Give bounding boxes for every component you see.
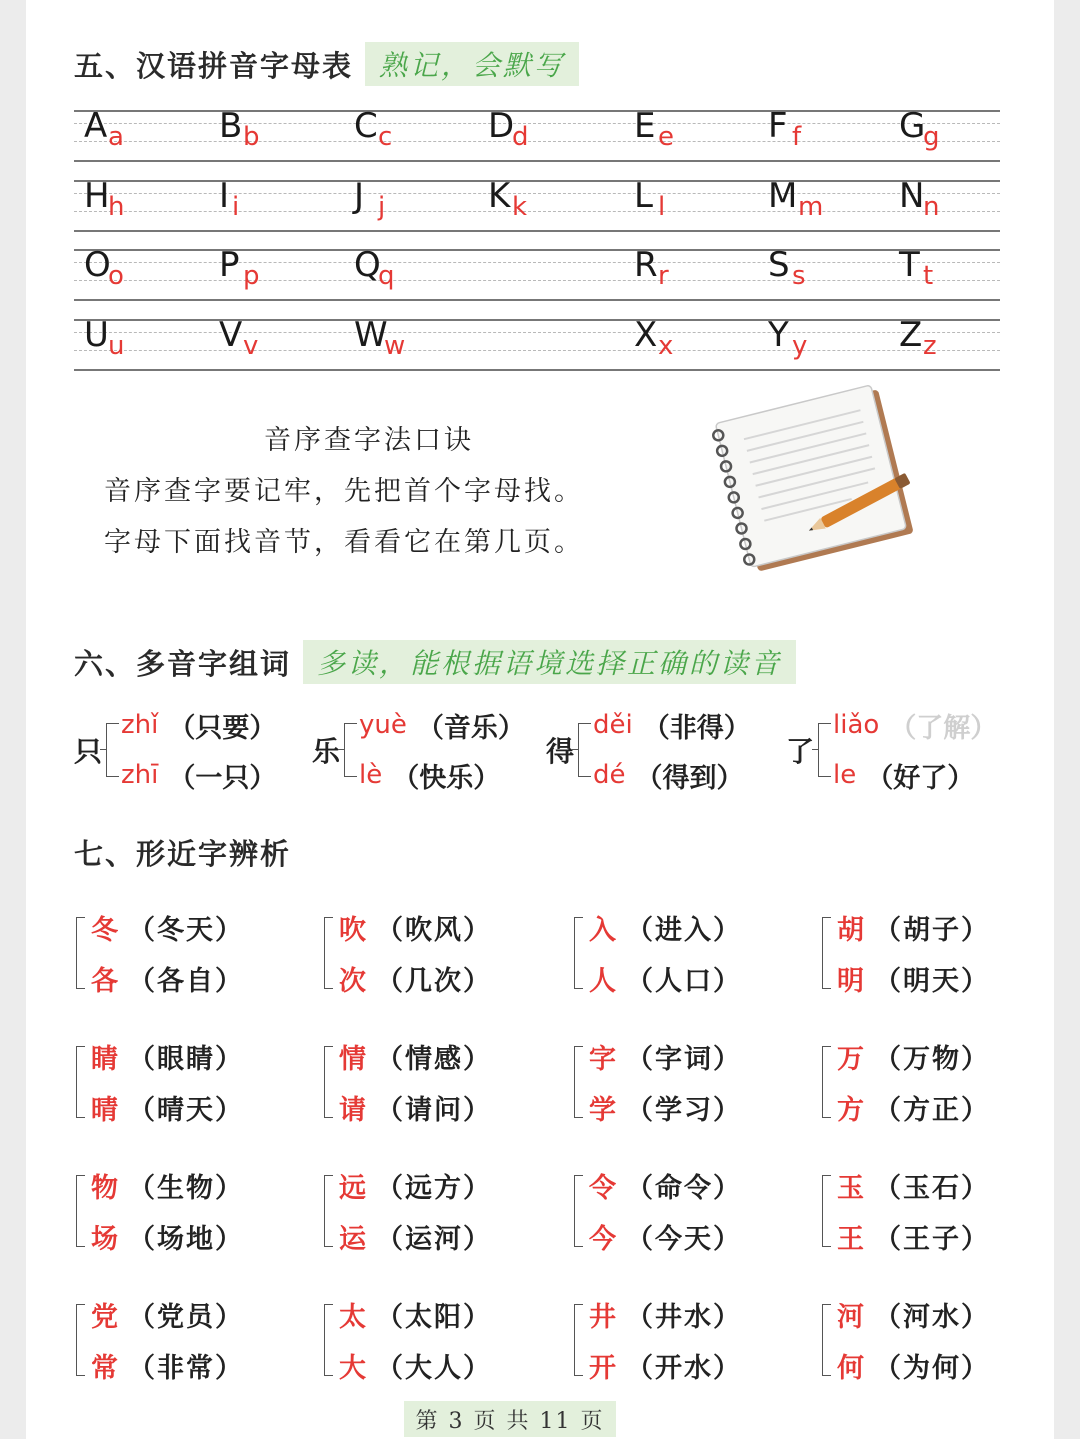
similar-char-group: [574, 902, 742, 1004]
similar-char-item: [339, 1340, 492, 1391]
lowercase-letter: c: [378, 122, 393, 152]
uppercase-letter: D: [488, 106, 515, 146]
similar-char-item: [339, 1031, 492, 1082]
example-word: （开水）: [626, 1353, 742, 1384]
lowercase-letter: y: [792, 331, 808, 361]
alphabet-row: [74, 106, 1000, 162]
reading-item: [593, 700, 751, 750]
target-char: 河: [837, 1302, 866, 1333]
pinyin: lè: [359, 760, 383, 790]
target-char: 情: [339, 1044, 368, 1075]
target-char: 字: [589, 1044, 618, 1075]
target-char: 党: [91, 1302, 120, 1333]
mnemonic-line1: 音序查字要记牢，先把首个字母找。: [104, 476, 584, 507]
pinyin: zhī: [121, 760, 159, 790]
similar-char-item: [91, 1340, 244, 1391]
example-word: （了解）: [889, 712, 998, 744]
similar-char-group: [324, 1289, 492, 1391]
target-char: 次: [339, 966, 368, 997]
similar-char-item: [837, 1031, 990, 1082]
reading-item: [833, 700, 997, 750]
example-word: （人口）: [626, 966, 742, 997]
similar-char-group: [76, 1031, 244, 1133]
lowercase-letter: m: [798, 192, 824, 222]
lowercase-letter: r: [658, 261, 669, 291]
target-char: 今: [589, 1224, 618, 1255]
mnemonic-line2: 字母下面找音节，看看它在第几页。: [104, 527, 584, 558]
uppercase-letter: N: [899, 176, 925, 216]
similar-char-group: [574, 1031, 742, 1133]
similar-char-group: [76, 1289, 244, 1391]
target-char: 学: [589, 1095, 618, 1126]
similar-char-group: [76, 1160, 244, 1262]
example-word: （晴天）: [128, 1095, 244, 1126]
similar-char-item: [339, 902, 492, 953]
lowercase-letter: x: [658, 331, 674, 361]
similar-char-group: [822, 1160, 990, 1262]
lowercase-letter: j: [378, 192, 386, 222]
example-word: （几次）: [376, 966, 492, 997]
mnemonic-title: 音序查字法口诀: [264, 425, 474, 456]
similar-char-item: [589, 953, 742, 1004]
lowercase-letter: n: [923, 192, 940, 222]
example-word: （胡子）: [874, 915, 990, 946]
uppercase-letter: W: [354, 315, 388, 355]
similar-char-item: [91, 1211, 244, 1262]
similar-char-item: [589, 1031, 742, 1082]
target-char: 场: [91, 1224, 120, 1255]
lowercase-letter: b: [243, 122, 260, 152]
similar-char-group: [822, 1289, 990, 1391]
similar-char-item: [589, 1340, 742, 1391]
example-word: （运河）: [376, 1224, 492, 1255]
bracket: [822, 1304, 831, 1376]
section6-heading: [74, 640, 796, 684]
lowercase-letter: v: [243, 331, 259, 361]
example-word: （为何）: [874, 1353, 990, 1384]
target-char: 物: [91, 1173, 120, 1204]
left-margin: [0, 0, 26, 1439]
target-char: 各: [91, 966, 120, 997]
example-word: （各自）: [128, 966, 244, 997]
uppercase-letter: K: [488, 176, 511, 216]
alphabet-row: [74, 245, 1000, 301]
pinyin: liǎo: [833, 710, 880, 740]
example-word: （快乐）: [392, 762, 501, 794]
lowercase-letter: a: [108, 122, 124, 152]
polyphonic-char: 得: [546, 735, 575, 768]
uppercase-letter: E: [634, 106, 656, 146]
example-word: （河水）: [874, 1302, 990, 1333]
reading-item: [121, 750, 276, 800]
example-word: （只要）: [168, 712, 277, 744]
example-word: （请问）: [376, 1095, 492, 1126]
bracket: [76, 917, 85, 989]
polyphonic-group: [786, 700, 997, 800]
example-word: （远方）: [376, 1173, 492, 1204]
bracket: [818, 723, 831, 777]
lowercase-letter: f: [792, 122, 802, 152]
similar-char-group: [574, 1160, 742, 1262]
example-word: （命令）: [626, 1173, 742, 1204]
uppercase-letter: I: [219, 176, 230, 216]
bracket: [574, 917, 583, 989]
example-word: （字词）: [626, 1044, 742, 1075]
lowercase-letter: l: [658, 192, 666, 222]
uppercase-letter: X: [634, 315, 658, 355]
bracket: [822, 917, 831, 989]
section5-hint: 熟记，会默写: [365, 42, 579, 86]
bracket: [324, 1175, 333, 1247]
example-word: （明天）: [874, 966, 990, 997]
example-word: （冬天）: [128, 915, 244, 946]
page-footer: 第 3 页 共 11 页: [404, 1401, 616, 1437]
lowercase-letter: s: [792, 261, 806, 291]
similar-char-item: [91, 1082, 244, 1133]
similar-char-item: [589, 1289, 742, 1340]
similar-char-item: [91, 953, 244, 1004]
bracket: [324, 1046, 333, 1118]
example-word: （太阳）: [376, 1302, 492, 1333]
alphabet-row: [74, 176, 1000, 232]
uppercase-letter: F: [768, 106, 788, 146]
uppercase-letter: S: [768, 245, 790, 285]
example-word: （非得）: [642, 712, 751, 744]
alphabet-row: [74, 315, 1000, 371]
section5-heading: [74, 42, 579, 86]
lowercase-letter: w: [384, 331, 406, 361]
target-char: 人: [589, 966, 618, 997]
uppercase-letter: U: [84, 315, 109, 355]
similar-char-item: [837, 1340, 990, 1391]
section7-title: 七、形近字辨析: [74, 837, 292, 871]
pinyin: yuè: [359, 710, 407, 740]
lowercase-letter: p: [243, 261, 260, 291]
uppercase-letter: R: [634, 245, 658, 285]
uppercase-letter: M: [768, 176, 798, 216]
example-word: （方正）: [874, 1095, 990, 1126]
target-char: 远: [339, 1173, 368, 1204]
bracket: [578, 723, 591, 777]
example-word: （吹风）: [376, 915, 492, 946]
section7-heading: [74, 832, 291, 873]
pinyin: zhǐ: [121, 710, 159, 740]
uppercase-letter: C: [354, 106, 378, 146]
similar-char-item: [339, 953, 492, 1004]
reading-item: [359, 700, 525, 750]
section5-title: 五、汉语拼音字母表: [74, 48, 354, 83]
target-char: 运: [339, 1224, 368, 1255]
target-char: 大: [339, 1353, 368, 1384]
example-word: （玉石）: [874, 1173, 990, 1204]
polyphonic-group: [312, 700, 525, 800]
similar-char-item: [589, 902, 742, 953]
lowercase-letter: t: [923, 261, 934, 291]
bracket: [822, 1175, 831, 1247]
example-word: （党员）: [128, 1302, 244, 1333]
target-char: 何: [837, 1353, 866, 1384]
similar-char-item: [837, 1289, 990, 1340]
similar-char-item: [837, 953, 990, 1004]
bracket: [344, 723, 357, 777]
lowercase-letter: e: [658, 122, 674, 152]
example-word: （万物）: [874, 1044, 990, 1075]
similar-char-item: [91, 1031, 244, 1082]
worksheet-page: [26, 0, 1054, 1439]
target-char: 太: [339, 1302, 368, 1333]
target-char: 方: [837, 1095, 866, 1126]
example-word: （进入）: [626, 915, 742, 946]
uppercase-letter: Z: [899, 315, 923, 355]
similar-char-group: [324, 902, 492, 1004]
similar-char-item: [91, 902, 244, 953]
uppercase-letter: O: [84, 245, 111, 285]
bracket: [76, 1046, 85, 1118]
target-char: 玉: [837, 1173, 866, 1204]
pinyin: le: [833, 760, 857, 790]
target-char: 常: [91, 1353, 120, 1384]
polyphonic-char: 只: [74, 735, 103, 768]
lowercase-letter: u: [108, 331, 125, 361]
uppercase-letter: G: [899, 106, 926, 146]
similar-char-item: [339, 1160, 492, 1211]
uppercase-letter: Y: [768, 315, 789, 355]
example-word: （学习）: [626, 1095, 742, 1126]
example-word: （情感）: [376, 1044, 492, 1075]
uppercase-letter: L: [634, 176, 653, 216]
similar-char-item: [339, 1211, 492, 1262]
section6-title: 六、多音字组词: [74, 646, 292, 681]
target-char: 晴: [91, 1095, 120, 1126]
lowercase-letter: q: [378, 261, 395, 291]
target-char: 开: [589, 1353, 618, 1384]
uppercase-letter: A: [84, 106, 108, 146]
bracket: [574, 1046, 583, 1118]
reading-item: [593, 750, 751, 800]
target-char: 王: [837, 1224, 866, 1255]
similar-char-item: [837, 902, 990, 953]
similar-char-item: [339, 1289, 492, 1340]
target-char: 明: [837, 966, 866, 997]
target-char: 胡: [837, 915, 866, 946]
similar-char-group: [324, 1031, 492, 1133]
example-word: （得到）: [635, 762, 744, 794]
polyphonic-char: 乐: [312, 735, 341, 768]
similar-char-group: [574, 1289, 742, 1391]
target-char: 睛: [91, 1044, 120, 1075]
target-char: 入: [589, 915, 618, 946]
lowercase-letter: z: [923, 331, 937, 361]
target-char: 冬: [91, 915, 120, 946]
right-margin: [1054, 0, 1080, 1439]
lowercase-letter: d: [512, 122, 529, 152]
similar-char-item: [837, 1160, 990, 1211]
target-char: 井: [589, 1302, 618, 1333]
reading-item: [121, 700, 276, 750]
similar-char-group: [324, 1160, 492, 1262]
example-word: （音乐）: [416, 712, 525, 744]
polyphonic-char: 了: [786, 735, 815, 768]
example-word: （今天）: [626, 1224, 742, 1255]
similar-char-item: [589, 1160, 742, 1211]
example-word: （眼睛）: [128, 1044, 244, 1075]
uppercase-letter: P: [219, 245, 240, 285]
uppercase-letter: H: [84, 176, 110, 216]
bracket: [76, 1175, 85, 1247]
example-word: （非常）: [128, 1353, 244, 1384]
reading-item: [359, 750, 525, 800]
example-word: （一只）: [168, 762, 277, 794]
example-word: （场地）: [128, 1224, 244, 1255]
uppercase-letter: Q: [354, 245, 381, 285]
uppercase-letter: J: [354, 176, 365, 216]
similar-char-group: [822, 902, 990, 1004]
uppercase-letter: V: [219, 315, 243, 355]
bracket: [76, 1304, 85, 1376]
bracket: [324, 917, 333, 989]
example-word: （王子）: [874, 1224, 990, 1255]
similar-char-item: [837, 1211, 990, 1262]
bracket: [822, 1046, 831, 1118]
bracket: [574, 1304, 583, 1376]
notebook-illustration: [696, 385, 936, 575]
example-word: （大人）: [376, 1353, 492, 1384]
example-word: （井水）: [626, 1302, 742, 1333]
polyphonic-group: [74, 700, 276, 800]
similar-char-item: [589, 1082, 742, 1133]
pinyin: dé: [593, 760, 626, 790]
target-char: 万: [837, 1044, 866, 1075]
similar-char-group: [822, 1031, 990, 1133]
mnemonic-block: [104, 418, 624, 571]
target-char: 请: [339, 1095, 368, 1126]
uppercase-letter: B: [219, 106, 243, 146]
example-word: （好了）: [866, 762, 975, 794]
lowercase-letter: i: [232, 192, 240, 222]
example-word: （生物）: [128, 1173, 244, 1204]
lowercase-letter: h: [108, 192, 125, 222]
bracket: [324, 1304, 333, 1376]
reading-item: [833, 750, 997, 800]
lowercase-letter: k: [512, 192, 528, 222]
bracket: [106, 723, 119, 777]
lowercase-letter: o: [108, 261, 124, 291]
similar-char-item: [589, 1211, 742, 1262]
section6-hint: 多读，能根据语境选择正确的读音: [303, 640, 796, 684]
target-char: 令: [589, 1173, 618, 1204]
bracket: [574, 1175, 583, 1247]
similar-char-item: [91, 1160, 244, 1211]
lowercase-letter: g: [923, 122, 940, 152]
pinyin: děi: [593, 710, 633, 740]
polyphonic-group: [546, 700, 751, 800]
similar-char-item: [837, 1082, 990, 1133]
similar-char-group: [76, 902, 244, 1004]
similar-char-item: [339, 1082, 492, 1133]
similar-char-item: [91, 1289, 244, 1340]
target-char: 吹: [339, 915, 368, 946]
uppercase-letter: T: [899, 245, 920, 285]
